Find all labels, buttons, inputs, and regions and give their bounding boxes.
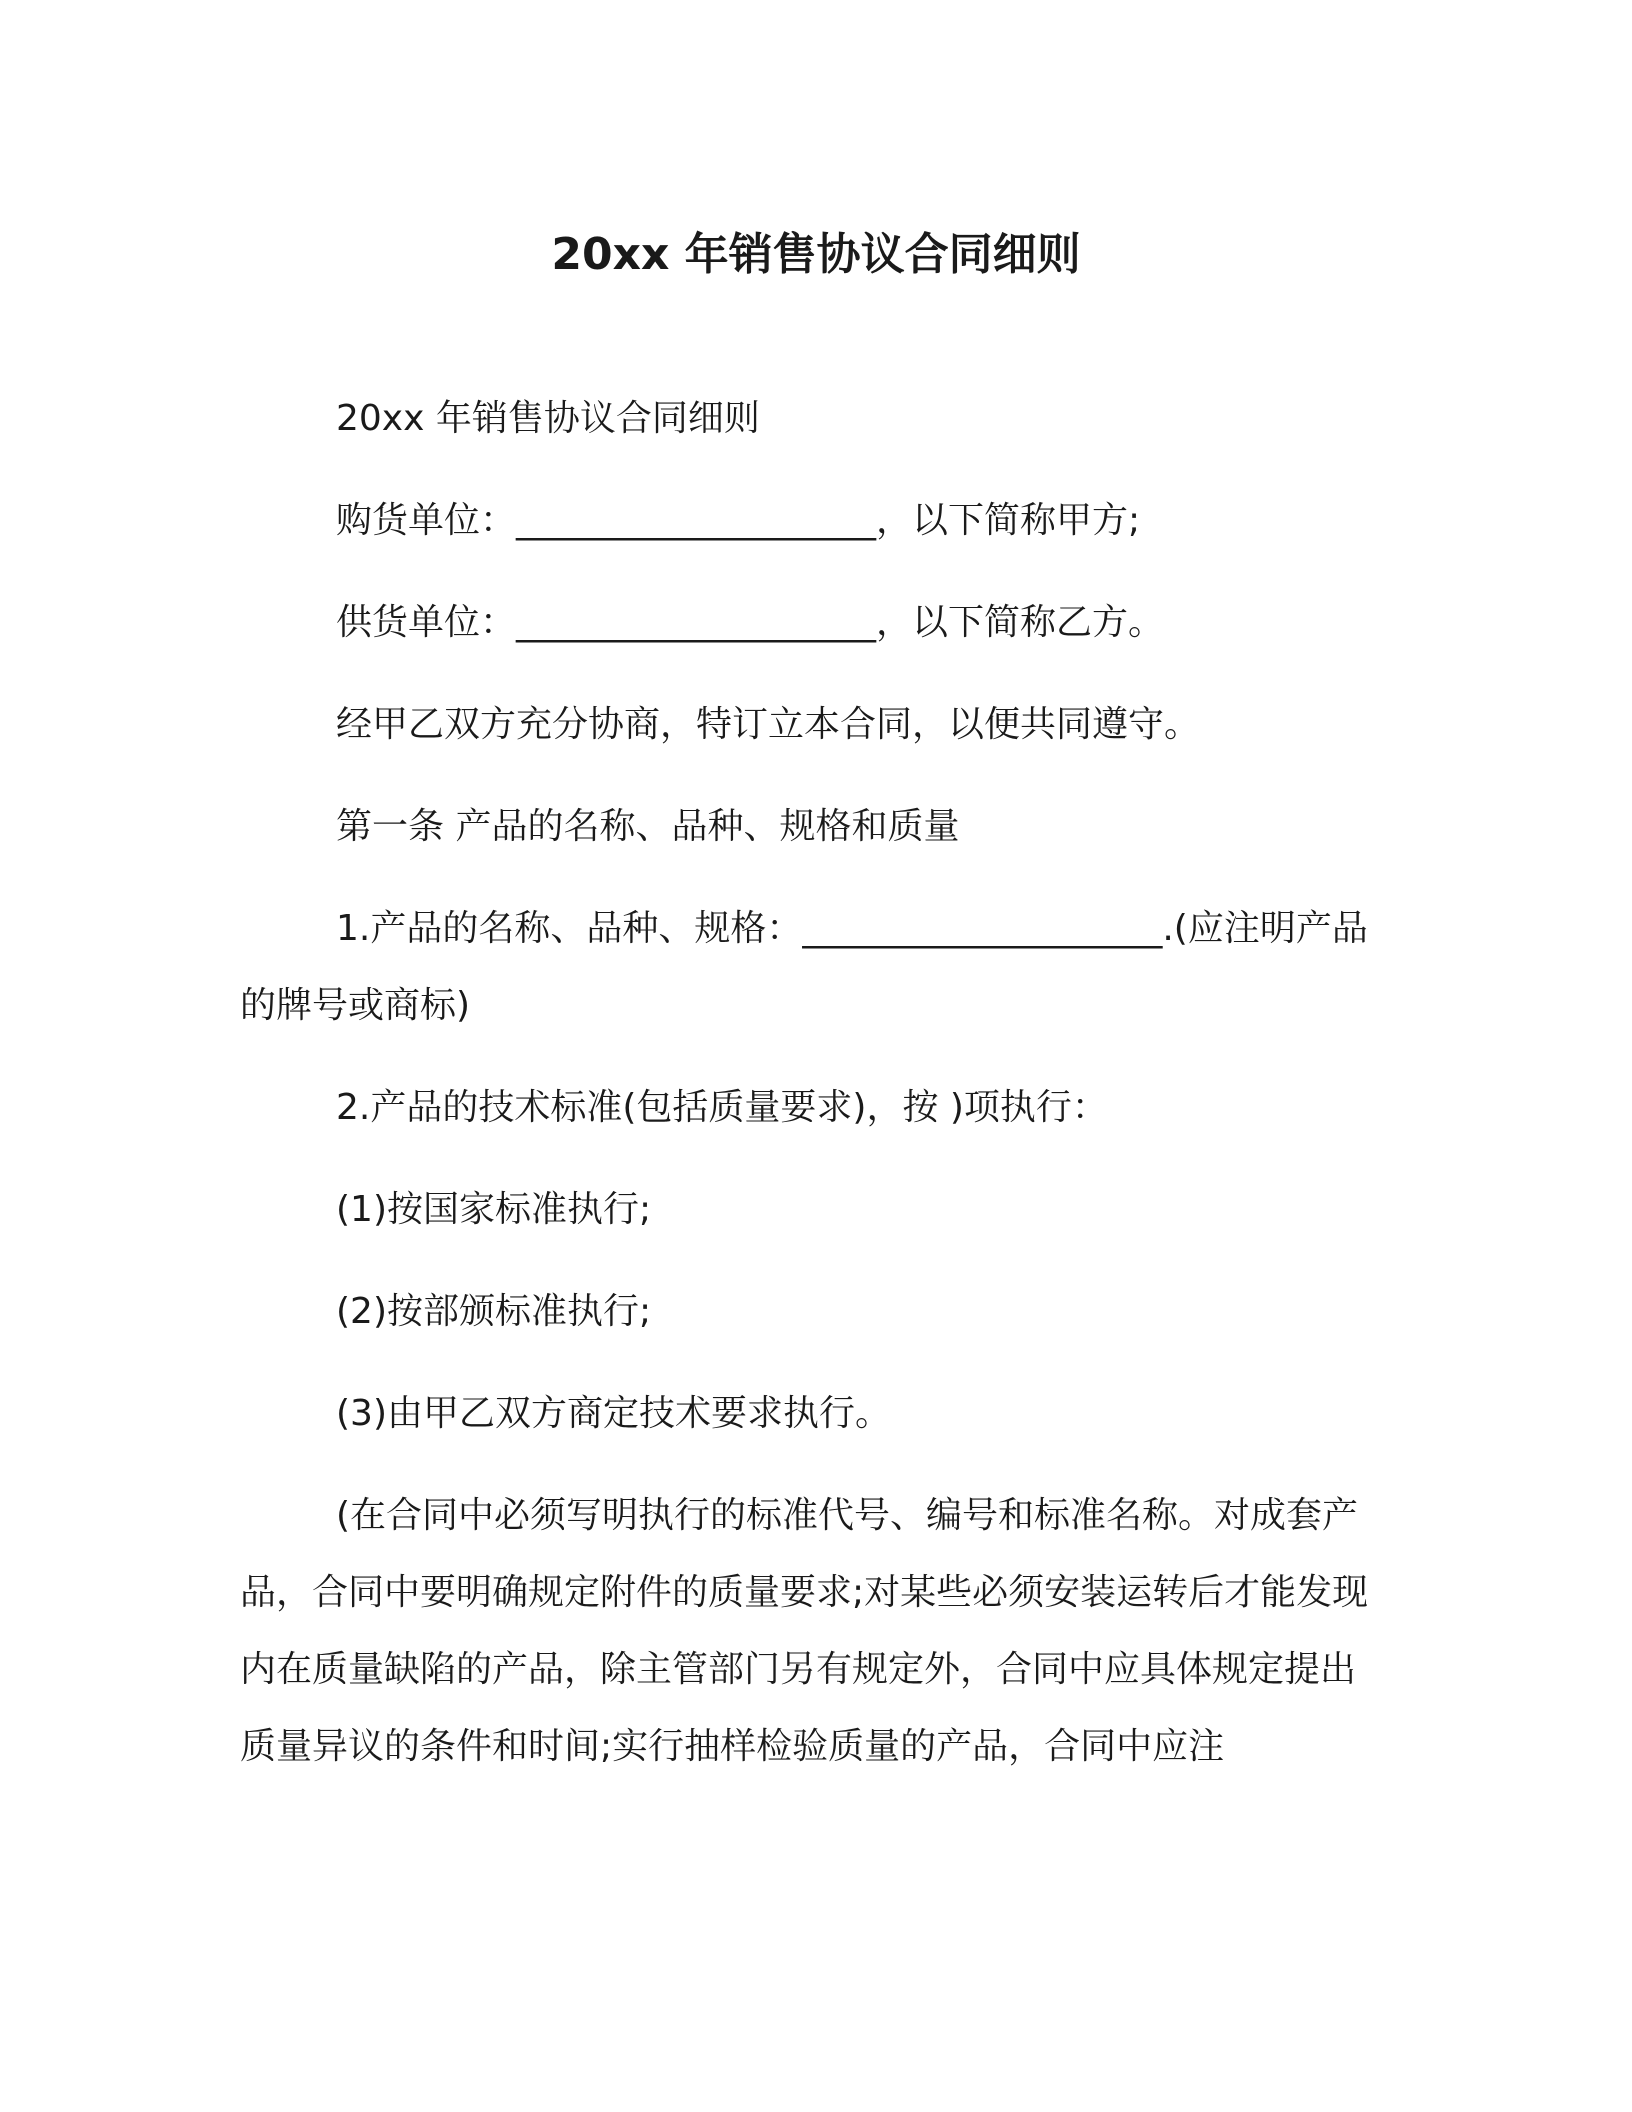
paragraph-tech-standard: 2.产品的技术标准(包括质量要求)，按 )项执行： (336, 1087, 1108, 1128)
document-title: 20xx 年销售协议合同细则 (551, 229, 1081, 280)
paragraph-agreement: 经甲乙双方充分协商，特订立本合同，以便共同遵守。 (336, 704, 1201, 745)
paragraph-subtitle: 20xx 年销售协议合同细则 (336, 398, 760, 439)
paragraph-article-one: 第一条 产品的名称、品种、规格和质量 (336, 806, 960, 847)
paragraph-product-name: 1.产品的名称、品种、规格：____________________.(应注明产品的牌号或商标) (240, 908, 1368, 1026)
paragraph-supplier: 供货单位：____________________，以下简称乙方。 (336, 602, 1165, 643)
paragraph-buyer: 购货单位：____________________，以下简称甲方; (336, 500, 1141, 541)
paragraph-option-2: (2)按部颁标准执行; (336, 1291, 652, 1332)
paragraph-option-1: (1)按国家标准执行; (336, 1189, 652, 1230)
document-body (240, 380, 1370, 1810)
paragraph-option-3: (3)由甲乙双方商定技术要求执行。 (336, 1393, 891, 1434)
paragraph-note: (在合同中必须写明执行的标准代号、编号和标准名称。对成套产品，合同中要明确规定附件的质量要求;对某些必须安装运转后才能发现内在质量缺陷的产品，除主管部门另有规定外，合同中应具体规定提出质量异议的条件和时间;实行抽样检验质量的产品，合同中应注 (240, 1495, 1369, 1767)
